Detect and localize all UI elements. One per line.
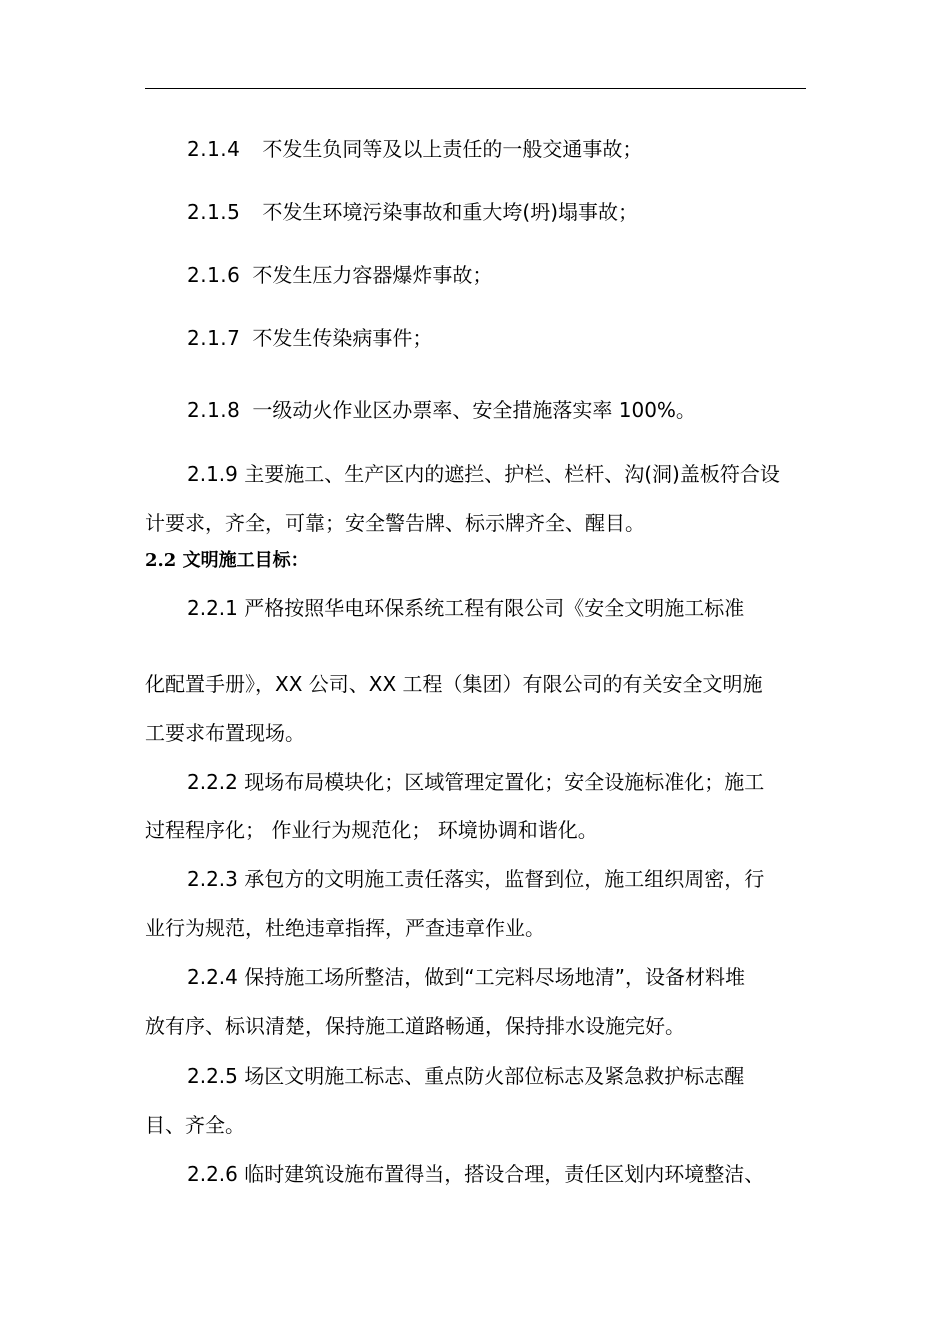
- item-2-1-5: [187, 200, 810, 224]
- paragraph-2-2-6-line-1: 2.2.6 临时建筑设施布置得当，搭设合理，责任区划内环境整洁、: [187, 1162, 765, 1186]
- paragraph-2-2-2-line-1: 2.2.2 现场布局模块化；区域管理定置化；安全设施标准化；施工: [187, 770, 765, 794]
- item-number: 2.1.5: [187, 200, 241, 224]
- item-number: 2.1.4: [187, 137, 241, 161]
- paragraph-2-2-4-line-2: 放有序、标识清楚，保持施工道路畅通，保持排水设施完好。: [145, 1014, 685, 1038]
- item-number: 2.1.8: [187, 398, 241, 422]
- paragraph-2-2-4-line-1: 2.2.4 保持施工场所整洁，做到“工完料尽场地清”，设备材料堆: [187, 965, 745, 989]
- paragraph-2-2-5-line-2: 目、齐全。: [145, 1113, 245, 1137]
- item-2-1-6: [187, 263, 810, 287]
- item-2-1-8: [187, 398, 810, 422]
- paragraph-2-2-2-line-2: 过程程序化； 作业行为规范化； 环境协调和谐化。: [145, 818, 598, 842]
- item-2-1-4: [187, 137, 810, 161]
- paragraph-2-2-1-line-1: 2.2.1 严格按照华电环保系统工程有限公司《安全文明施工标准: [187, 596, 745, 620]
- item-text: 不发生传染病事件；: [252, 326, 433, 350]
- item-number: 2.1.6: [187, 263, 241, 287]
- item-text: 不发生负同等及以上责任的一般交通事故；: [262, 137, 643, 161]
- item-text: 不发生环境污染事故和重大垮(坍)塌事故；: [262, 200, 638, 224]
- paragraph-2-2-5-line-1: 2.2.5 场区文明施工标志、重点防火部位标志及紧急救护标志醒: [187, 1064, 745, 1088]
- item-2-1-9-line-2: 计要求，齐全，可靠；安全警告牌、标示牌齐全、醒目。: [145, 511, 645, 535]
- item-2-1-7: [187, 326, 810, 350]
- paragraph-2-2-3-line-2: 业行为规范，杜绝违章指挥，严查违章作业。: [145, 916, 545, 940]
- item-text: 不发生压力容器爆炸事故；: [252, 263, 493, 287]
- paragraph-2-2-3-line-1: 2.2.3 承包方的文明施工责任落实，监督到位，施工组织周密，行: [187, 867, 765, 891]
- header-rule: [145, 88, 806, 89]
- paragraph-2-2-1-line-2: 化配置手册》，XX 公司、XX 工程（集团）有限公司的有关安全文明施: [145, 672, 763, 696]
- item-2-1-9-line-1: 2.1.9 主要施工、生产区内的遮拦、护栏、栏杆、沟(洞)盖板符合设: [187, 462, 780, 486]
- item-text: 一级动火作业区办票率、安全措施落实率 100%。: [252, 398, 696, 422]
- item-number: 2.1.7: [187, 326, 241, 350]
- paragraph-2-2-1-line-3: 工要求布置现场。: [145, 721, 305, 745]
- section-heading: 2.2 文明施工目标：: [145, 550, 309, 571]
